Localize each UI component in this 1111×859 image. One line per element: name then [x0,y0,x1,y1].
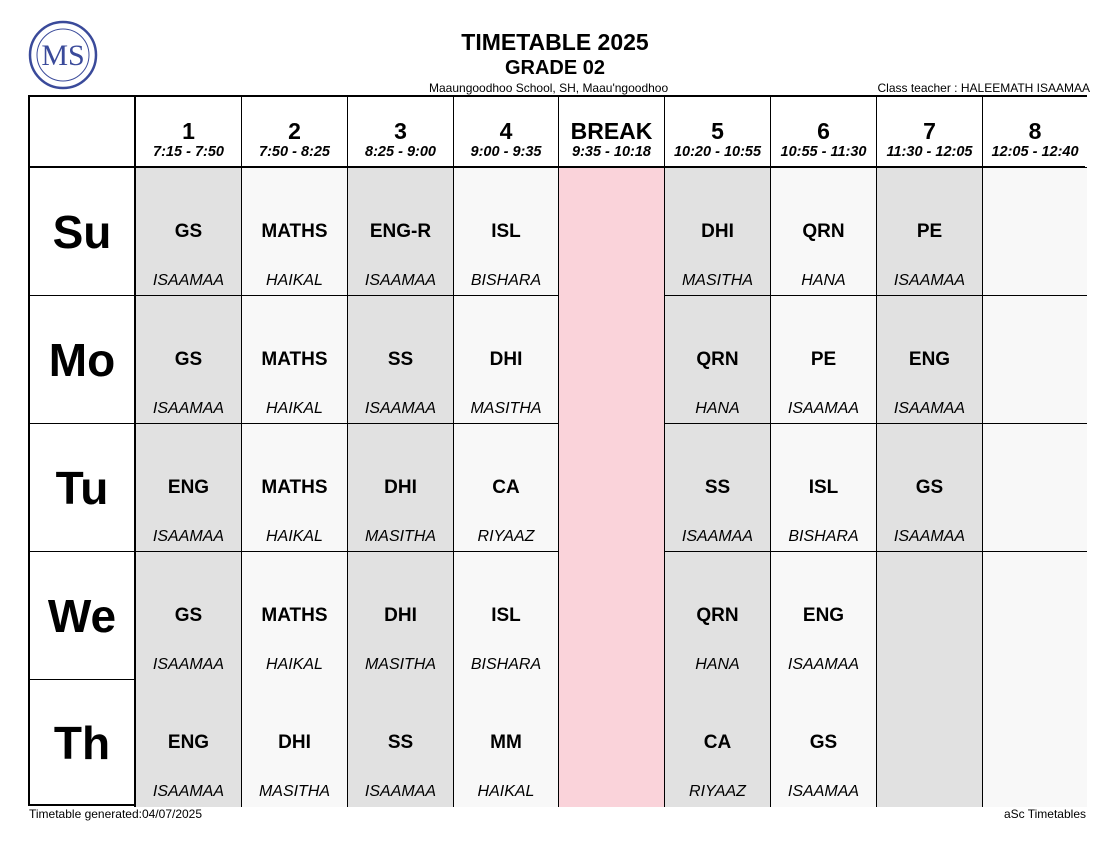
period-time: 11:30 - 12:05 [886,144,973,160]
subject-name: ENG [167,477,210,498]
period-number: 1 [182,118,195,144]
subject-name: ENG [802,605,845,626]
period-time: 7:15 - 7:50 [153,144,224,160]
day-label: Su [30,168,136,296]
teacher-name: RIYAAZ [689,783,746,800]
lesson-cell [771,424,877,552]
break-cell [559,679,665,807]
period-number: BREAK [570,118,653,144]
subject-name: ENG [167,732,210,753]
subject-name: QRN [802,221,845,242]
period-time: 10:20 - 10:55 [673,144,762,160]
teacher-name: ISAAMAA [364,783,437,800]
period-header-4 [454,97,559,167]
subject-name: QRN [696,605,739,626]
lesson-cell [771,679,877,807]
teacher-name: BISHARA [470,656,542,673]
subject-name: ISL [491,605,521,626]
subject-name: ISL [491,221,521,242]
lesson-cell [136,296,242,424]
subject-name: GS [174,349,203,370]
subject-name: GS [809,732,838,753]
teacher-name: ISAAMAA [893,272,966,289]
period-number: 7 [923,118,936,144]
lesson-cell [983,296,1087,424]
subject-name: MATHS [261,605,328,626]
subject-name: ISL [808,477,839,498]
subject-name: MATHS [261,477,328,498]
class-teacher: Class teacher : HALEEMATH ISAAMAA [877,81,1090,95]
teacher-name: ISAAMAA [152,783,225,800]
teacher-name: HAIKAL [477,783,535,800]
lesson-cell [877,296,983,424]
teacher-name: ISAAMAA [152,528,225,545]
school-name: Maaungoodhoo School, SH, Maau'ngoodhoo [429,81,669,95]
teacher-name: HAIKAL [266,656,323,673]
subject-name: MATHS [261,221,328,242]
teacher-name: HANA [695,400,740,417]
teacher-name: HAIKAL [266,400,323,417]
lesson-cell [454,296,559,424]
break-cell [559,168,665,296]
subject-name: SS [387,732,414,753]
lesson-cell [242,679,348,807]
period-time: 7:50 - 8:25 [259,144,330,160]
lesson-cell [665,679,771,807]
teacher-name: BISHARA [470,272,542,289]
lesson-cell [665,424,771,552]
period-header-6 [665,97,771,167]
period-time: 9:35 - 10:18 [572,144,651,160]
lesson-cell [665,168,771,296]
period-header-3 [348,97,454,167]
subject-name: DHI [384,605,417,626]
subject-name: ENG-R [369,221,432,242]
lesson-cell [771,552,877,680]
lesson-cell [983,424,1087,552]
corner-cell [30,97,136,167]
lesson-cell [454,424,559,552]
lesson-cell [454,552,559,680]
teacher-name: MASITHA [681,272,754,289]
break-cell [559,552,665,680]
lesson-cell [877,424,983,552]
teacher-name: HANA [801,272,846,289]
teacher-name: ISAAMAA [364,272,437,289]
teacher-name: MASITHA [364,528,437,545]
svg-text:MS: MS [41,39,85,72]
grade-title: GRADE 02 [504,57,606,79]
subject-name: CA [703,732,732,753]
lesson-cell [136,168,242,296]
period-number: 5 [711,118,724,144]
subject-name: GS [174,221,203,242]
lesson-cell [877,552,983,680]
subject-name: PE [810,349,837,370]
school-logo [28,20,98,90]
lesson-cell [348,679,454,807]
lesson-cell [242,552,348,680]
period-number: 8 [1028,118,1042,144]
subject-name: MATHS [261,349,328,370]
teacher-name: HAIKAL [266,272,323,289]
footer-brand: aSc Timetables [1003,807,1086,821]
teacher-name: MASITHA [258,783,331,800]
lesson-cell [348,296,454,424]
period-time: 12:05 - 12:40 [991,144,1079,160]
period-number: 2 [288,118,301,144]
teacher-name: ISAAMAA [893,400,966,417]
teacher-name: MASITHA [364,656,437,673]
subject-name: PE [916,221,943,242]
teacher-name: MASITHA [470,400,542,417]
lesson-cell [136,679,242,807]
period-header-5 [559,97,665,167]
lesson-cell [454,168,559,296]
teacher-name: ISAAMAA [787,783,860,800]
subject-name: GS [915,477,944,498]
teacher-name: HAIKAL [266,528,323,545]
subject-name: CA [492,477,520,498]
day-label: Tu [30,424,136,552]
lesson-cell [983,679,1087,807]
break-cell [559,424,665,552]
period-time: 10:55 - 11:30 [780,144,867,160]
subject-name: DHI [701,221,734,242]
period-header-9 [983,97,1087,167]
lesson-cell [983,552,1087,680]
day-label: Mo [30,296,136,424]
lesson-cell [348,552,454,680]
day-label: We [30,552,136,680]
timetable-grid [28,95,1087,806]
lesson-cell [983,168,1087,296]
teacher-name: ISAAMAA [364,400,437,417]
lesson-cell [348,424,454,552]
lesson-cell [136,552,242,680]
lesson-cell [665,296,771,424]
lesson-cell [454,679,559,807]
teacher-name: BISHARA [788,528,859,545]
period-time: 8:25 - 9:00 [365,144,436,160]
day-label: Th [30,679,136,807]
lesson-cell [877,679,983,807]
page-title: TIMETABLE 2025 [461,29,649,55]
lesson-cell [242,424,348,552]
lesson-cell [136,424,242,552]
lesson-cell [665,552,771,680]
lesson-cell [242,168,348,296]
subject-name: MM [490,732,522,753]
period-number: 3 [394,118,407,144]
teacher-name: ISAAMAA [152,400,225,417]
period-number: 4 [499,118,513,144]
period-time: 9:00 - 9:35 [470,144,542,160]
teacher-name: HANA [695,656,740,673]
teacher-name: ISAAMAA [152,656,225,673]
lesson-cell [348,168,454,296]
subject-name: SS [387,349,414,370]
subject-name: DHI [489,349,523,370]
teacher-name: RIYAAZ [477,528,535,545]
footer-generated: Timetable generated:04/07/2025 [29,807,203,821]
teacher-name: ISAAMAA [787,656,860,673]
period-header-7 [771,97,877,167]
subject-name: GS [174,605,203,626]
teacher-name: ISAAMAA [681,528,754,545]
lesson-cell [771,168,877,296]
teacher-name: ISAAMAA [152,272,225,289]
lesson-cell [771,296,877,424]
subject-name: DHI [278,732,311,753]
lesson-cell [242,296,348,424]
subject-name: DHI [384,477,417,498]
subject-name: SS [704,477,731,498]
subject-name: QRN [696,349,739,370]
period-header-2 [242,97,348,167]
break-cell [559,296,665,424]
period-header-1 [136,97,242,167]
teacher-name: ISAAMAA [787,400,860,417]
period-header-8 [877,97,983,167]
subject-name: ENG [908,349,951,370]
teacher-name: ISAAMAA [893,528,966,545]
lesson-cell [877,168,983,296]
period-number: 6 [817,118,830,144]
